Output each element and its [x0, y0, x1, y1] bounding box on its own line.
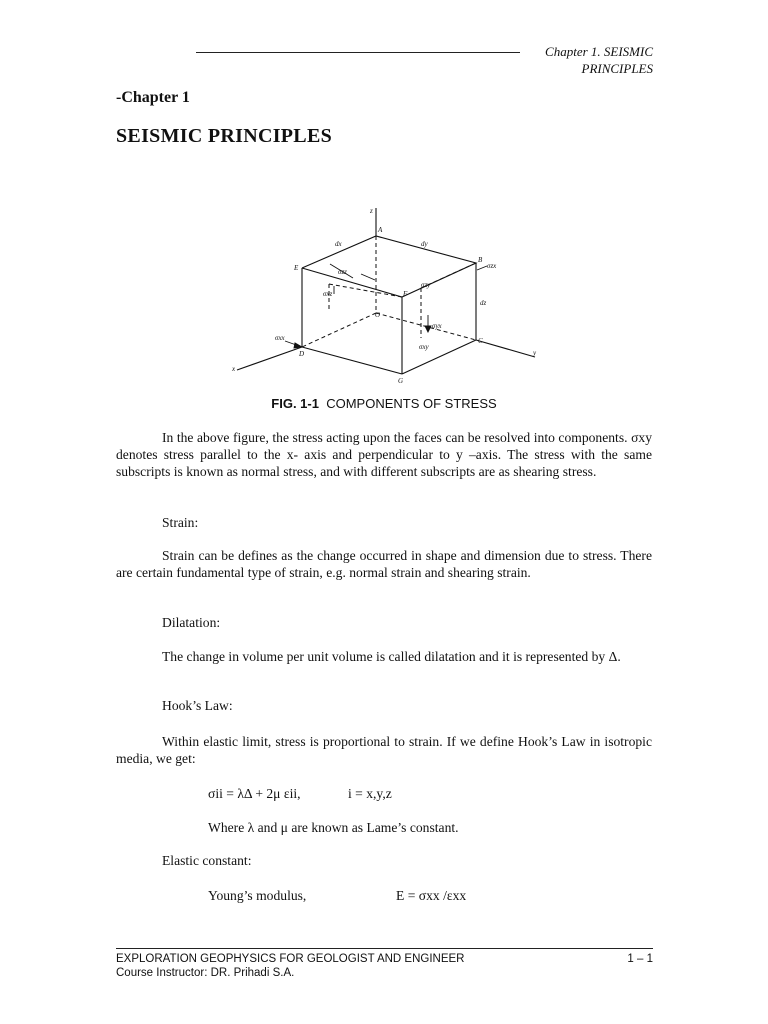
figure-caption: FIG. 1-1 COMPONENTS OF STRESS [271, 396, 497, 411]
heading-dilatation: Dilatation: [162, 615, 221, 630]
fig-label-sigma-xz: σxz [323, 290, 333, 298]
youngs-modulus-label: Young’s modulus, [208, 888, 307, 903]
lame-constant-text: Where λ and μ are known as Lame’s constant. [208, 820, 459, 835]
paragraph-hooks-law: Within elastic limit, stress is proportional to strain. If we define Hook’s Law in isotropic media, we get: [116, 734, 652, 766]
paragraph-strain: Strain can be defines as the change occurred in shape and dimension due to stress. There are certain fundamental type of strain, e.g. normal strain and shearing strain. [116, 548, 652, 580]
paragraph-stress: In the above figure, the stress acting upon the faces can be resolved into components. σxy denotes stress parallel to the x- axis and perpendicular to y –axis. The stress with the same subscripts is known as normal stress, and with different subscripts are as shearing stress. [116, 430, 652, 479]
footer-rule [116, 948, 653, 949]
fig-label-e: E [294, 264, 299, 272]
cube-top-face [302, 236, 476, 297]
fig-label-z: z [370, 207, 373, 215]
page-title: SEISMIC PRINCIPLES [116, 125, 333, 147]
fig-label-b: B [478, 256, 483, 264]
fig-label-dy: dy [421, 240, 428, 248]
fig-label-x: x [232, 365, 236, 373]
paragraph-dilatation: The change in volume per unit volume is called dilatation and it is represented by Δ. [162, 649, 621, 664]
heading-strain: Strain: [162, 515, 199, 530]
footer-course-title: EXPLORATION GEOPHYSICS FOR GEOLOGIST AND ENGINEER [116, 953, 465, 965]
fig-label-o: O [375, 311, 381, 319]
fig-label-f: F [403, 290, 408, 298]
fig-label-dz: dz [480, 299, 487, 307]
symbol-sigma-xy: σxy [631, 430, 652, 445]
fig-label-sigma-yx: σyx [432, 322, 442, 330]
heading-elastic-constant: Elastic constant: [162, 853, 252, 868]
fig-label-dx: dx [335, 240, 342, 248]
fig-label-c: C [478, 337, 483, 345]
equation-hooks-law: σii = λΔ + 2μ εii, [208, 786, 301, 801]
header-chapter: Chapter 1. SEISMIC PRINCIPLES [545, 44, 653, 76]
fig-label-a: A [378, 226, 383, 234]
fig-label-d: D [299, 350, 305, 358]
fig-label-sigma-zy: σzy [421, 281, 431, 289]
footer-instructor: Course Instructor: DR. Prihadi S.A. [116, 967, 295, 979]
fig-label-sigma-zz: σzz [338, 268, 347, 276]
stress-cube-figure [225, 200, 545, 390]
fig-label-sigma-zx: σzx [487, 262, 497, 270]
fig-label-sigma-xx: σxx [275, 334, 285, 342]
fig-label-y: y [533, 349, 537, 357]
equation-condition: i = x,y,z [348, 786, 392, 801]
heading-hooks-law: Hook’s Law: [162, 698, 233, 713]
fig-label-sigma-xy: σxy [419, 343, 429, 351]
fig-label-g: G [398, 377, 404, 385]
page-number: 1 – 1 [627, 953, 653, 965]
chapter-label: -Chapter 1 [116, 89, 190, 106]
youngs-modulus-equation: E = σxx /εxx [396, 888, 467, 903]
